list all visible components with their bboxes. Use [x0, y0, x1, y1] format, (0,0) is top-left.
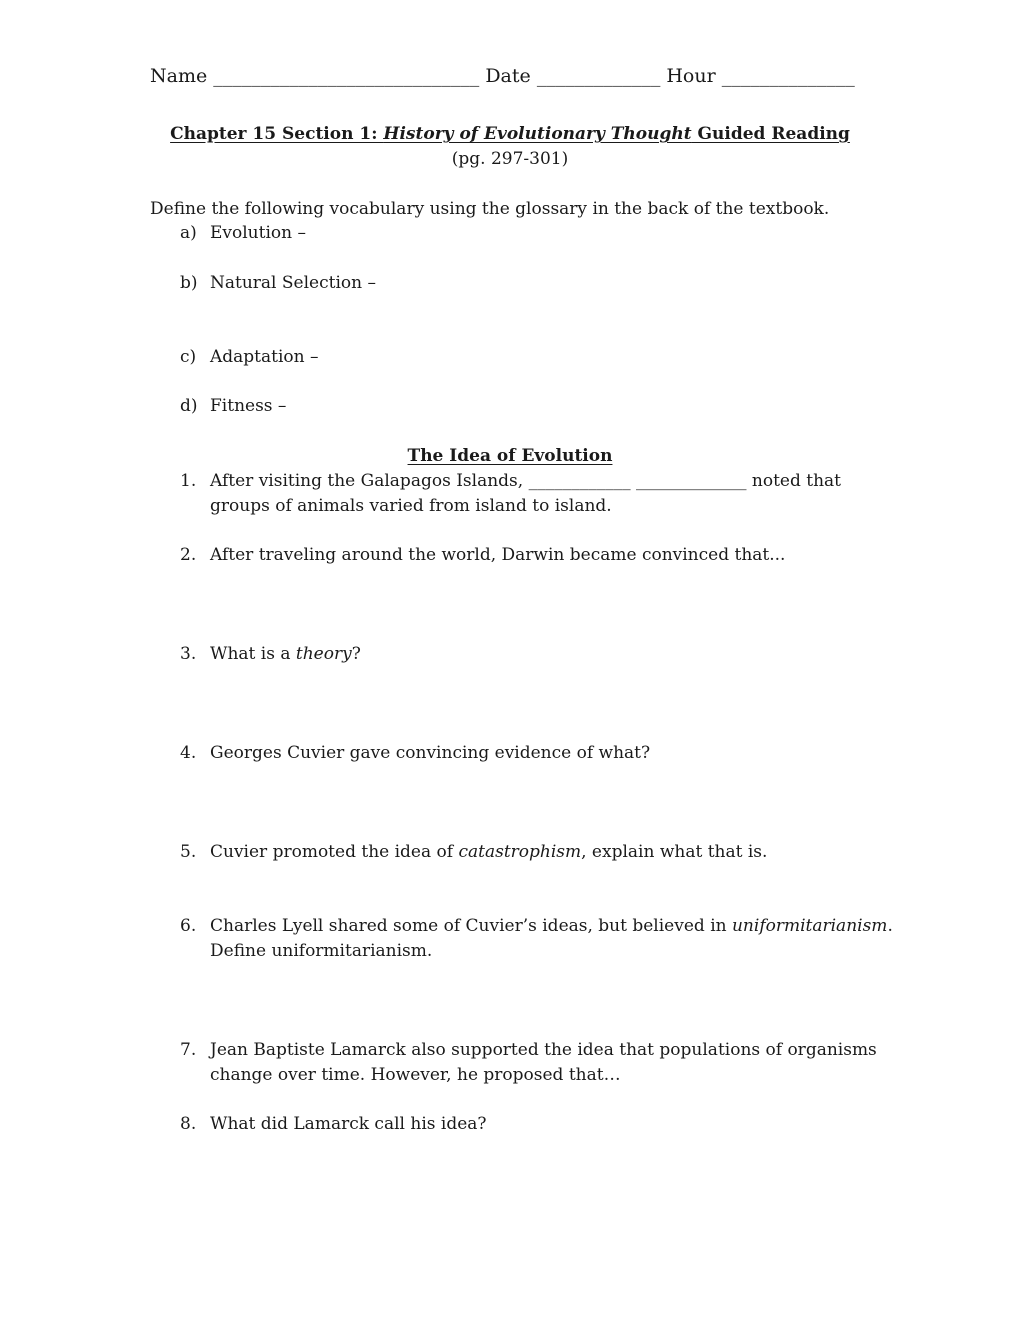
section-heading: The Idea of Evolution	[407, 446, 613, 466]
q5-italic: catastrophism	[458, 842, 582, 862]
q1-after: noted that	[746, 471, 841, 491]
page-title	[0, 122, 1020, 146]
vocab-marker: d)	[180, 396, 198, 416]
vocab-term: Evolution –	[210, 223, 306, 243]
question-text	[210, 840, 767, 864]
question-text	[210, 469, 841, 493]
question-text-line2: groups of animals varied from island to island.	[210, 496, 612, 516]
vocab-instruction: Define the following vocabulary using the glossary in the back of the textbook.	[150, 199, 830, 219]
vocab-marker: b)	[180, 273, 198, 293]
q5-before: Cuvier promoted the idea of	[210, 842, 459, 862]
header-line	[150, 63, 855, 89]
question-number: 7.	[180, 1040, 197, 1060]
question-number: 2.	[180, 545, 197, 565]
q1-blank-2: _____________	[635, 471, 747, 491]
q3-after: ?	[351, 644, 361, 664]
vocab-marker: a)	[180, 223, 197, 243]
question-number: 6.	[180, 916, 197, 936]
question-text: What did Lamarck call his idea?	[210, 1114, 487, 1134]
hour-label: Hour	[666, 65, 716, 87]
page-range: (pg. 297-301)	[451, 149, 569, 169]
question-text-line2: Define uniformitarianism.	[210, 941, 433, 961]
date-label: Date	[485, 65, 531, 87]
title-suffix: Guided Reading	[691, 124, 850, 144]
q3-before: What is a	[210, 644, 296, 664]
date-blank: _____________	[536, 65, 661, 87]
title-prefix: Chapter 15 Section 1:	[170, 124, 384, 144]
vocab-term: Fitness –	[210, 396, 287, 416]
question-text: After traveling around the world, Darwin became convinced that...	[210, 545, 786, 565]
question-number: 1.	[180, 471, 197, 491]
vocab-term: Adaptation –	[210, 347, 319, 367]
question-text	[210, 642, 361, 666]
question-text	[210, 914, 893, 938]
name-blank: ____________________________	[213, 65, 480, 87]
hour-blank: ______________	[721, 65, 855, 87]
question-number: 5.	[180, 842, 197, 862]
title-italic: History of Evolutionary Thought	[383, 124, 692, 144]
vocab-term: Natural Selection –	[210, 273, 376, 293]
q3-italic: theory	[295, 644, 352, 664]
q6-before: Charles Lyell shared some of Cuvier’s ideas, but believed in	[210, 916, 732, 936]
question-text: Jean Baptiste Lamarck also supported the idea that populations of organisms	[210, 1040, 877, 1060]
question-text-line2: change over time. However, he proposed that…	[210, 1065, 621, 1085]
question-text: Georges Cuvier gave convincing evidence of what?	[210, 743, 651, 763]
name-label: Name	[150, 65, 208, 87]
q1-blank-1: ____________	[528, 471, 631, 491]
question-number: 3.	[180, 644, 197, 664]
q6-after: .	[887, 916, 893, 936]
q5-after: , explain what that is.	[581, 842, 768, 862]
vocab-marker: c)	[180, 347, 197, 367]
q6-italic: uniformitarianism	[731, 916, 888, 936]
question-number: 8.	[180, 1114, 197, 1134]
question-number: 4.	[180, 743, 197, 763]
q1-before: After visiting the Galapagos Islands,	[210, 471, 529, 491]
